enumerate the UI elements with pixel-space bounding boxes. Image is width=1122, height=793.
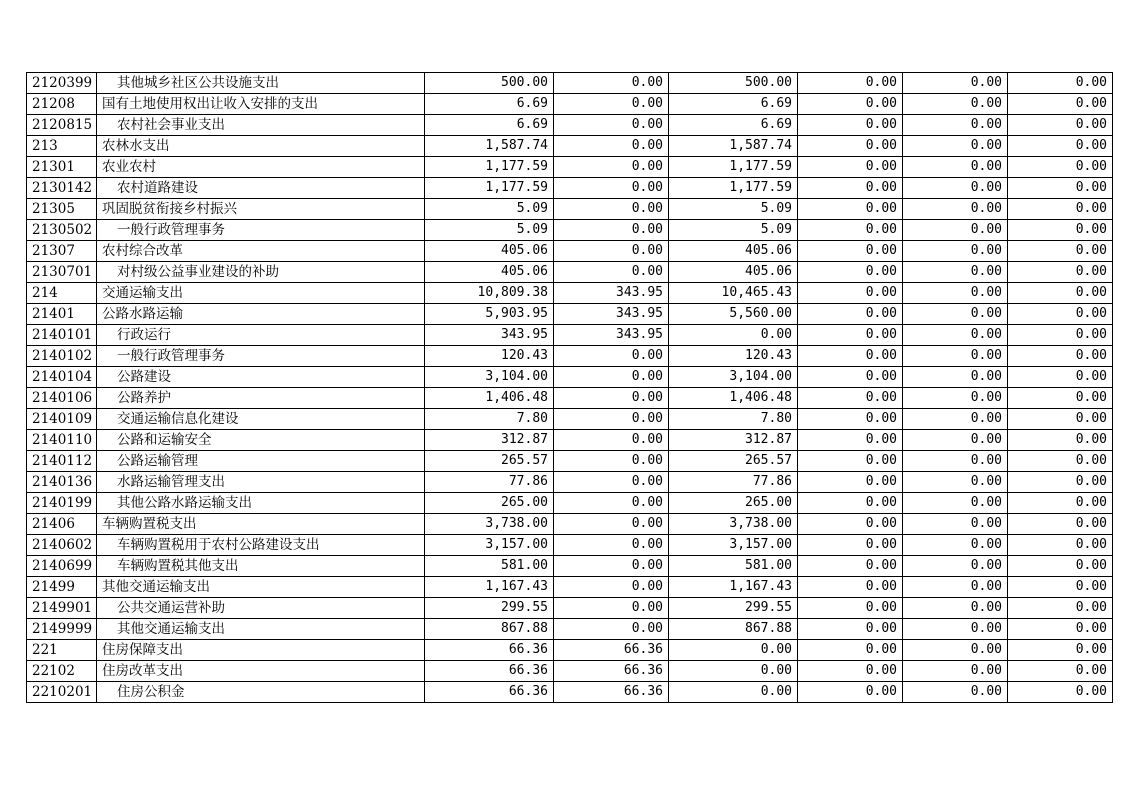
column-5-amount: 0.00 — [903, 262, 1008, 283]
column-4-amount: 0.00 — [798, 493, 903, 514]
subject-code: 2140112 — [27, 451, 97, 472]
total-amount: 66.36 — [425, 640, 554, 661]
total-amount: 405.06 — [425, 241, 554, 262]
basic-expenditure: 0.00 — [554, 430, 669, 451]
basic-expenditure: 66.36 — [554, 682, 669, 703]
subject-code: 21301 — [27, 157, 97, 178]
column-4-amount: 0.00 — [798, 283, 903, 304]
total-amount: 1,587.74 — [425, 136, 554, 157]
budget-expenditure-table — [26, 72, 1113, 703]
project-expenditure: 299.55 — [669, 598, 798, 619]
project-expenditure: 1,177.59 — [669, 157, 798, 178]
column-6-amount: 0.00 — [1008, 682, 1113, 703]
column-4-amount: 0.00 — [798, 157, 903, 178]
column-6-amount: 0.00 — [1008, 262, 1113, 283]
subject-name: 农村综合改革 — [97, 241, 425, 262]
project-expenditure: 10,465.43 — [669, 283, 798, 304]
subject-name: 农业农村 — [97, 157, 425, 178]
basic-expenditure: 0.00 — [554, 157, 669, 178]
total-amount: 3,104.00 — [425, 367, 554, 388]
column-4-amount: 0.00 — [798, 115, 903, 136]
total-amount: 1,177.59 — [425, 178, 554, 199]
basic-expenditure: 0.00 — [554, 472, 669, 493]
column-5-amount: 0.00 — [903, 367, 1008, 388]
total-amount: 500.00 — [425, 73, 554, 94]
column-4-amount: 0.00 — [798, 220, 903, 241]
subject-name: 交通运输信息化建设 — [97, 409, 425, 430]
column-6-amount: 0.00 — [1008, 619, 1113, 640]
subject-code: 21307 — [27, 241, 97, 262]
subject-name: 巩固脱贫衔接乡村振兴 — [97, 199, 425, 220]
table-row — [27, 367, 1113, 388]
column-5-amount: 0.00 — [903, 178, 1008, 199]
column-5-amount: 0.00 — [903, 430, 1008, 451]
total-amount: 405.06 — [425, 262, 554, 283]
column-6-amount: 0.00 — [1008, 451, 1113, 472]
column-5-amount: 0.00 — [903, 409, 1008, 430]
table-row — [27, 199, 1113, 220]
basic-expenditure: 0.00 — [554, 514, 669, 535]
column-5-amount: 0.00 — [903, 493, 1008, 514]
column-4-amount: 0.00 — [798, 451, 903, 472]
total-amount: 1,167.43 — [425, 577, 554, 598]
table-row — [27, 619, 1113, 640]
table-row — [27, 451, 1113, 472]
column-5-amount: 0.00 — [903, 115, 1008, 136]
column-6-amount: 0.00 — [1008, 94, 1113, 115]
subject-code: 214 — [27, 283, 97, 304]
table-row — [27, 115, 1113, 136]
column-4-amount: 0.00 — [798, 619, 903, 640]
column-6-amount: 0.00 — [1008, 115, 1113, 136]
column-6-amount: 0.00 — [1008, 136, 1113, 157]
subject-code: 21406 — [27, 514, 97, 535]
table-body — [27, 73, 1113, 703]
basic-expenditure: 0.00 — [554, 94, 669, 115]
column-5-amount: 0.00 — [903, 388, 1008, 409]
project-expenditure: 405.06 — [669, 241, 798, 262]
table-row — [27, 535, 1113, 556]
subject-name: 一般行政管理事务 — [97, 346, 425, 367]
basic-expenditure: 0.00 — [554, 115, 669, 136]
table-row — [27, 472, 1113, 493]
total-amount: 1,177.59 — [425, 157, 554, 178]
basic-expenditure: 0.00 — [554, 556, 669, 577]
table-row — [27, 598, 1113, 619]
column-4-amount: 0.00 — [798, 556, 903, 577]
total-amount: 5.09 — [425, 220, 554, 241]
total-amount: 299.55 — [425, 598, 554, 619]
column-5-amount: 0.00 — [903, 661, 1008, 682]
column-4-amount: 0.00 — [798, 136, 903, 157]
column-6-amount: 0.00 — [1008, 346, 1113, 367]
total-amount: 66.36 — [425, 682, 554, 703]
column-4-amount: 0.00 — [798, 262, 903, 283]
column-5-amount: 0.00 — [903, 136, 1008, 157]
subject-name: 行政运行 — [97, 325, 425, 346]
column-6-amount: 0.00 — [1008, 535, 1113, 556]
basic-expenditure: 0.00 — [554, 220, 669, 241]
basic-expenditure: 343.95 — [554, 325, 669, 346]
subject-name: 农林水支出 — [97, 136, 425, 157]
project-expenditure: 3,738.00 — [669, 514, 798, 535]
subject-name: 其他交通运输支出 — [97, 619, 425, 640]
subject-name: 交通运输支出 — [97, 283, 425, 304]
table-row — [27, 514, 1113, 535]
table-row — [27, 661, 1113, 682]
basic-expenditure: 0.00 — [554, 73, 669, 94]
subject-name: 对村级公益事业建设的补助 — [97, 262, 425, 283]
basic-expenditure: 0.00 — [554, 388, 669, 409]
subject-name: 公路建设 — [97, 367, 425, 388]
total-amount: 7.80 — [425, 409, 554, 430]
subject-code: 2140199 — [27, 493, 97, 514]
column-6-amount: 0.00 — [1008, 283, 1113, 304]
table-row — [27, 430, 1113, 451]
basic-expenditure: 343.95 — [554, 304, 669, 325]
column-4-amount: 0.00 — [798, 640, 903, 661]
basic-expenditure: 0.00 — [554, 367, 669, 388]
project-expenditure: 405.06 — [669, 262, 798, 283]
basic-expenditure: 0.00 — [554, 409, 669, 430]
project-expenditure: 120.43 — [669, 346, 798, 367]
subject-name: 国有土地使用权出让收入安排的支出 — [97, 94, 425, 115]
column-4-amount: 0.00 — [798, 535, 903, 556]
subject-code: 2140102 — [27, 346, 97, 367]
table-row — [27, 94, 1113, 115]
column-5-amount: 0.00 — [903, 157, 1008, 178]
subject-code: 2149901 — [27, 598, 97, 619]
column-4-amount: 0.00 — [798, 430, 903, 451]
column-6-amount: 0.00 — [1008, 514, 1113, 535]
subject-code: 2130701 — [27, 262, 97, 283]
basic-expenditure: 0.00 — [554, 262, 669, 283]
subject-name: 农村社会事业支出 — [97, 115, 425, 136]
column-4-amount: 0.00 — [798, 304, 903, 325]
subject-name: 其他公路水路运输支出 — [97, 493, 425, 514]
column-6-amount: 0.00 — [1008, 556, 1113, 577]
column-4-amount: 0.00 — [798, 388, 903, 409]
column-5-amount: 0.00 — [903, 619, 1008, 640]
column-6-amount: 0.00 — [1008, 598, 1113, 619]
total-amount: 77.86 — [425, 472, 554, 493]
column-4-amount: 0.00 — [798, 367, 903, 388]
subject-code: 221 — [27, 640, 97, 661]
column-6-amount: 0.00 — [1008, 220, 1113, 241]
subject-code: 2130502 — [27, 220, 97, 241]
column-5-amount: 0.00 — [903, 94, 1008, 115]
subject-name: 公路养护 — [97, 388, 425, 409]
column-4-amount: 0.00 — [798, 514, 903, 535]
column-4-amount: 0.00 — [798, 577, 903, 598]
column-5-amount: 0.00 — [903, 577, 1008, 598]
table-row — [27, 157, 1113, 178]
total-amount: 120.43 — [425, 346, 554, 367]
basic-expenditure: 0.00 — [554, 493, 669, 514]
column-4-amount: 0.00 — [798, 73, 903, 94]
subject-name: 住房保障支出 — [97, 640, 425, 661]
column-4-amount: 0.00 — [798, 682, 903, 703]
subject-code: 2140699 — [27, 556, 97, 577]
subject-code: 2120815 — [27, 115, 97, 136]
column-5-amount: 0.00 — [903, 535, 1008, 556]
column-4-amount: 0.00 — [798, 409, 903, 430]
project-expenditure: 5,560.00 — [669, 304, 798, 325]
table-row — [27, 346, 1113, 367]
subject-code: 2149999 — [27, 619, 97, 640]
column-4-amount: 0.00 — [798, 472, 903, 493]
total-amount: 1,406.48 — [425, 388, 554, 409]
column-6-amount: 0.00 — [1008, 493, 1113, 514]
table-row — [27, 682, 1113, 703]
subject-name: 公路运输管理 — [97, 451, 425, 472]
total-amount: 265.00 — [425, 493, 554, 514]
project-expenditure: 5.09 — [669, 220, 798, 241]
project-expenditure: 1,167.43 — [669, 577, 798, 598]
column-5-amount: 0.00 — [903, 304, 1008, 325]
basic-expenditure: 0.00 — [554, 178, 669, 199]
basic-expenditure: 0.00 — [554, 577, 669, 598]
column-6-amount: 0.00 — [1008, 367, 1113, 388]
column-5-amount: 0.00 — [903, 598, 1008, 619]
column-6-amount: 0.00 — [1008, 199, 1113, 220]
project-expenditure: 5.09 — [669, 199, 798, 220]
subject-code: 21499 — [27, 577, 97, 598]
subject-code: 22102 — [27, 661, 97, 682]
table-row — [27, 73, 1113, 94]
total-amount: 6.69 — [425, 94, 554, 115]
column-5-amount: 0.00 — [903, 640, 1008, 661]
total-amount: 312.87 — [425, 430, 554, 451]
subject-name: 其他交通运输支出 — [97, 577, 425, 598]
subject-code: 2140106 — [27, 388, 97, 409]
column-4-amount: 0.00 — [798, 94, 903, 115]
column-4-amount: 0.00 — [798, 241, 903, 262]
table-row — [27, 577, 1113, 598]
basic-expenditure: 0.00 — [554, 241, 669, 262]
subject-name: 住房改革支出 — [97, 661, 425, 682]
total-amount: 10,809.38 — [425, 283, 554, 304]
subject-code: 2120399 — [27, 73, 97, 94]
project-expenditure: 1,177.59 — [669, 178, 798, 199]
table-row — [27, 325, 1113, 346]
project-expenditure: 0.00 — [669, 661, 798, 682]
project-expenditure: 1,587.74 — [669, 136, 798, 157]
basic-expenditure: 0.00 — [554, 598, 669, 619]
subject-name: 其他城乡社区公共设施支出 — [97, 73, 425, 94]
column-5-amount: 0.00 — [903, 346, 1008, 367]
column-5-amount: 0.00 — [903, 199, 1008, 220]
column-5-amount: 0.00 — [903, 283, 1008, 304]
subject-code: 21208 — [27, 94, 97, 115]
table-row — [27, 409, 1113, 430]
column-6-amount: 0.00 — [1008, 157, 1113, 178]
subject-code: 2140101 — [27, 325, 97, 346]
table-row — [27, 388, 1113, 409]
column-6-amount: 0.00 — [1008, 304, 1113, 325]
subject-name: 一般行政管理事务 — [97, 220, 425, 241]
subject-code: 2140104 — [27, 367, 97, 388]
subject-name: 车辆购置税用于农村公路建设支出 — [97, 535, 425, 556]
column-6-amount: 0.00 — [1008, 661, 1113, 682]
project-expenditure: 265.57 — [669, 451, 798, 472]
total-amount: 343.95 — [425, 325, 554, 346]
table-row — [27, 640, 1113, 661]
basic-expenditure: 343.95 — [554, 283, 669, 304]
column-6-amount: 0.00 — [1008, 388, 1113, 409]
column-6-amount: 0.00 — [1008, 409, 1113, 430]
table-row — [27, 283, 1113, 304]
column-6-amount: 0.00 — [1008, 241, 1113, 262]
subject-name: 农村道路建设 — [97, 178, 425, 199]
column-5-amount: 0.00 — [903, 682, 1008, 703]
total-amount: 3,157.00 — [425, 535, 554, 556]
column-4-amount: 0.00 — [798, 178, 903, 199]
subject-code: 2140602 — [27, 535, 97, 556]
project-expenditure: 0.00 — [669, 640, 798, 661]
subject-code: 2140110 — [27, 430, 97, 451]
project-expenditure: 1,406.48 — [669, 388, 798, 409]
subject-name: 车辆购置税支出 — [97, 514, 425, 535]
subject-code: 21401 — [27, 304, 97, 325]
project-expenditure: 312.87 — [669, 430, 798, 451]
column-5-amount: 0.00 — [903, 73, 1008, 94]
basic-expenditure: 0.00 — [554, 619, 669, 640]
table-row — [27, 136, 1113, 157]
subject-name: 公共交通运营补助 — [97, 598, 425, 619]
table-row — [27, 556, 1113, 577]
subject-name: 公路和运输安全 — [97, 430, 425, 451]
subject-name: 公路水路运输 — [97, 304, 425, 325]
column-6-amount: 0.00 — [1008, 178, 1113, 199]
column-4-amount: 0.00 — [798, 661, 903, 682]
subject-code: 2210201 — [27, 682, 97, 703]
basic-expenditure: 0.00 — [554, 451, 669, 472]
total-amount: 3,738.00 — [425, 514, 554, 535]
project-expenditure: 867.88 — [669, 619, 798, 640]
subject-name: 水路运输管理支出 — [97, 472, 425, 493]
subject-name: 住房公积金 — [97, 682, 425, 703]
total-amount: 5.09 — [425, 199, 554, 220]
project-expenditure: 77.86 — [669, 472, 798, 493]
column-6-amount: 0.00 — [1008, 73, 1113, 94]
project-expenditure: 0.00 — [669, 325, 798, 346]
project-expenditure: 265.00 — [669, 493, 798, 514]
total-amount: 867.88 — [425, 619, 554, 640]
subject-code: 2130142 — [27, 178, 97, 199]
column-5-amount: 0.00 — [903, 514, 1008, 535]
column-6-amount: 0.00 — [1008, 430, 1113, 451]
total-amount: 265.57 — [425, 451, 554, 472]
table-row — [27, 493, 1113, 514]
column-5-amount: 0.00 — [903, 472, 1008, 493]
basic-expenditure: 0.00 — [554, 136, 669, 157]
basic-expenditure: 0.00 — [554, 535, 669, 556]
column-6-amount: 0.00 — [1008, 325, 1113, 346]
column-4-amount: 0.00 — [798, 346, 903, 367]
table-row — [27, 220, 1113, 241]
project-expenditure: 3,104.00 — [669, 367, 798, 388]
project-expenditure: 7.80 — [669, 409, 798, 430]
column-4-amount: 0.00 — [798, 598, 903, 619]
total-amount: 5,903.95 — [425, 304, 554, 325]
total-amount: 6.69 — [425, 115, 554, 136]
table-row — [27, 262, 1113, 283]
subject-code: 213 — [27, 136, 97, 157]
column-5-amount: 0.00 — [903, 325, 1008, 346]
basic-expenditure: 66.36 — [554, 640, 669, 661]
project-expenditure: 6.69 — [669, 115, 798, 136]
column-6-amount: 0.00 — [1008, 640, 1113, 661]
project-expenditure: 581.00 — [669, 556, 798, 577]
total-amount: 581.00 — [425, 556, 554, 577]
subject-name: 车辆购置税其他支出 — [97, 556, 425, 577]
basic-expenditure: 0.00 — [554, 346, 669, 367]
subject-code: 2140109 — [27, 409, 97, 430]
column-6-amount: 0.00 — [1008, 472, 1113, 493]
column-5-amount: 0.00 — [903, 241, 1008, 262]
table-row — [27, 178, 1113, 199]
column-5-amount: 0.00 — [903, 451, 1008, 472]
project-expenditure: 6.69 — [669, 94, 798, 115]
project-expenditure: 3,157.00 — [669, 535, 798, 556]
column-6-amount: 0.00 — [1008, 577, 1113, 598]
table-row — [27, 241, 1113, 262]
column-5-amount: 0.00 — [903, 220, 1008, 241]
project-expenditure: 500.00 — [669, 73, 798, 94]
column-4-amount: 0.00 — [798, 199, 903, 220]
subject-code: 21305 — [27, 199, 97, 220]
table-row — [27, 304, 1113, 325]
total-amount: 66.36 — [425, 661, 554, 682]
column-5-amount: 0.00 — [903, 556, 1008, 577]
project-expenditure: 0.00 — [669, 682, 798, 703]
subject-code: 2140136 — [27, 472, 97, 493]
basic-expenditure: 66.36 — [554, 661, 669, 682]
column-4-amount: 0.00 — [798, 325, 903, 346]
basic-expenditure: 0.00 — [554, 199, 669, 220]
